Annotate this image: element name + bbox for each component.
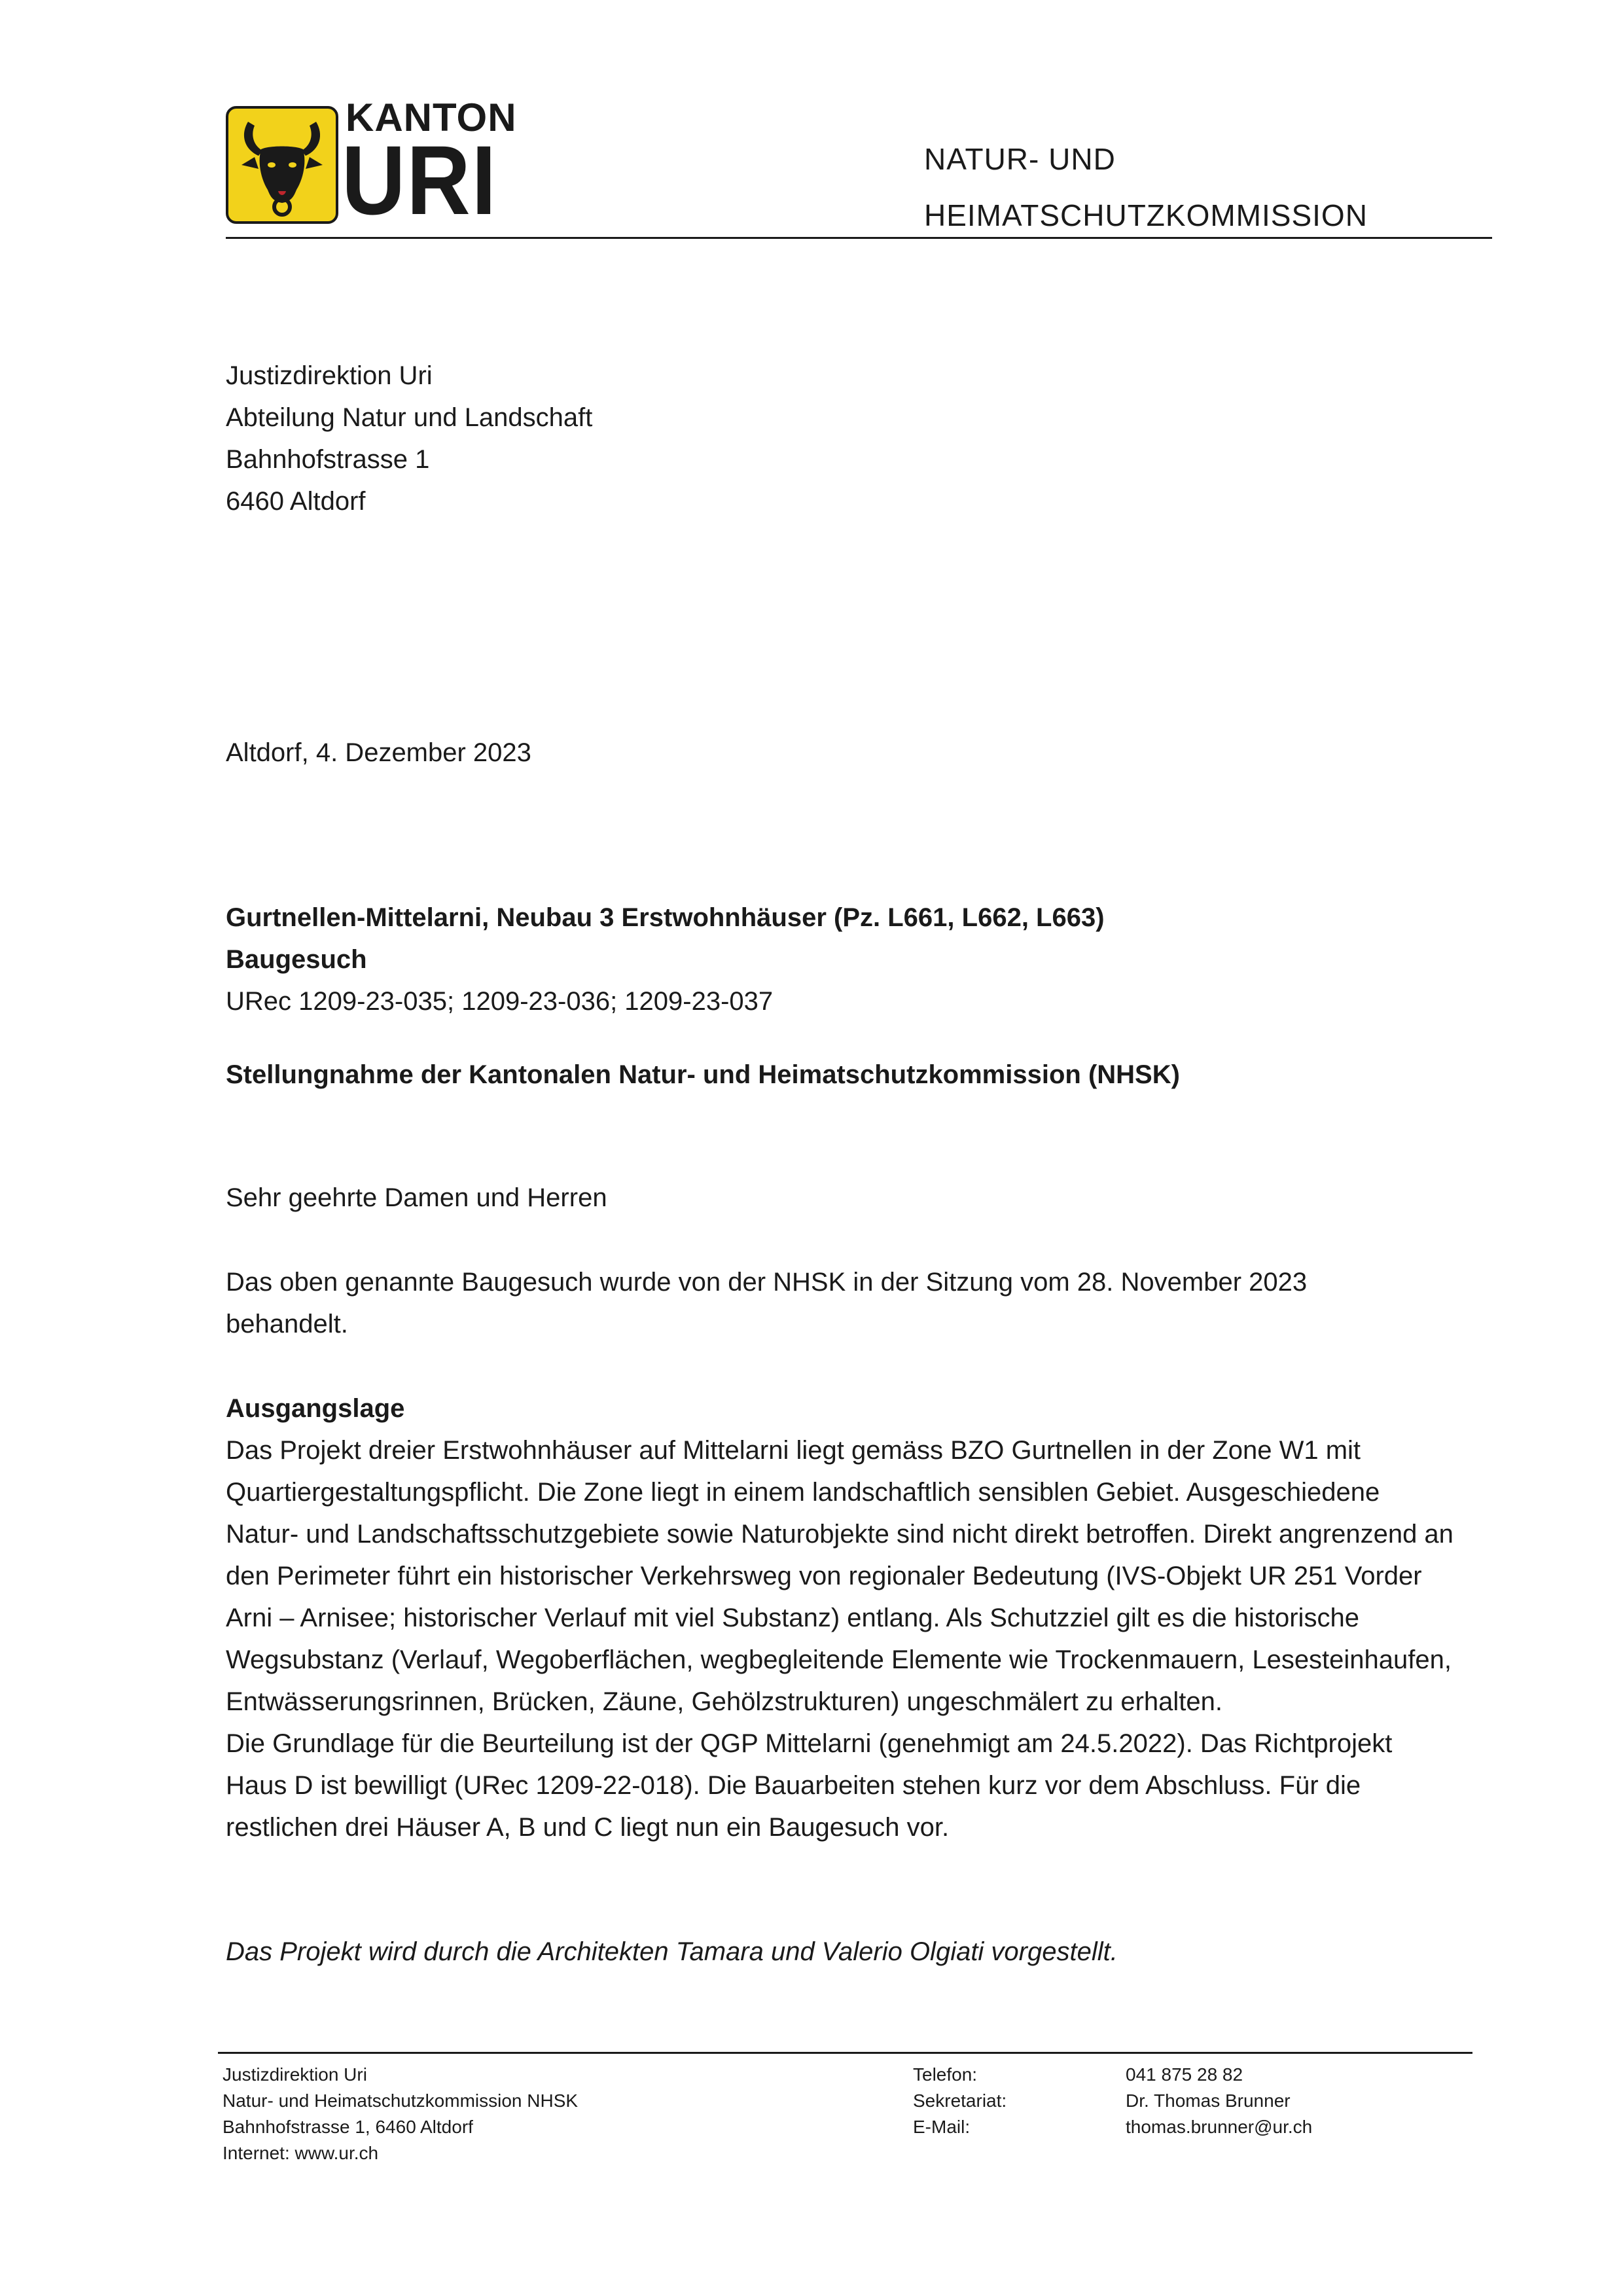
footer-phone-label: Telefon:	[913, 2064, 978, 2085]
statement-heading: Stellungnahme der Kantonalen Natur- und Heimatschutzkommission (NHSK)	[226, 1060, 1180, 1089]
section-paragraph: Das Projekt dreier Erstwohnhäuser auf Mittelarni liegt gemäss BZO Gurtnellen in der Zone W1 mit Quartiergestaltungspflicht. Die Zone liegt in einem landschaftlich sensiblen Gebiet. Ausgeschiedene Natur- und Landschaftsschutzgebiete sowie Naturobjekte sind nicht direkt betroffen. Direkt angrenzend an den Perimeter führt ein historischer Verkehrsweg von regionaler Bedeutung (IVS-Objekt UR 251 Vorder Arni – Arnisee; historischer Verlauf mit viel Substanz) entlang. Als Schutzziel gilt es die historische Wegsubstanz (Verlauf, Wegoberflächen, wegbegleitende Elemente wie Trockenmauern, Lesesteinhaufen, Entwässerungsrinnen, Brücken, Zäune, Gehölzstrukturen) ungeschmälert zu erhalten.	[226, 1436, 1454, 1716]
section-ausgangslage	[226, 1388, 1456, 1848]
footer-contact-values	[1126, 2062, 1312, 2140]
footer-email[interactable]: thomas.brunner@ur.ch	[1126, 2117, 1313, 2137]
commission-title-line2: HEIMATSCHUTZKOMMISSION	[924, 198, 1368, 232]
recipient-line: Abteilung Natur und Landschaft	[226, 403, 593, 432]
commission-title	[924, 131, 1368, 243]
section-paragraph: Die Grundlage für die Beurteilung ist der QGP Mittelarni (genehmigt am 24.5.2022). Das Richtprojekt Haus D ist bewilligt (URec 1209-22-018). Die Bauarbeiten stehen kurz vor dem Abschluss. Für die restlichen drei Häuser A, B und C liegt nun ein Baugesuch vor.	[226, 1729, 1393, 1842]
recipient-line: Justizdirektion Uri	[226, 361, 433, 390]
commission-title-line1: NATUR- UND	[924, 142, 1116, 176]
recipient-line: 6460 Altdorf	[226, 487, 366, 516]
intro-paragraph	[226, 1261, 1436, 1345]
footer-divider	[218, 2052, 1472, 2054]
footer-contact-labels	[913, 2062, 1007, 2140]
footer-address: Bahnhofstrasse 1, 6460 Altdorf	[223, 2117, 473, 2137]
intro-text: Das oben genannte Baugesuch wurde von der NHSK in der Sitzung vom 28. November 2023 behandelt.	[226, 1268, 1308, 1338]
recipient-address	[226, 355, 592, 522]
footer-email-label: E-Mail:	[913, 2117, 971, 2137]
footer-internet: Internet: www.ur.ch	[223, 2143, 379, 2163]
subject-reference: URec 1209-23-035; 1209-23-036; 1209-23-037	[226, 987, 774, 1016]
salutation: Sehr geehrte Damen und Herren	[226, 1183, 607, 1212]
footer-org-line: Natur- und Heimatschutzkommission NHSK	[223, 2090, 579, 2111]
footer-phone: 041 875 28 82	[1126, 2064, 1243, 2085]
footer-organisation	[223, 2062, 578, 2166]
uri-bull-icon	[228, 109, 336, 221]
section-heading: Ausgangslage	[226, 1394, 405, 1423]
place-date: Altdorf, 4. Dezember 2023	[226, 738, 531, 767]
subject-block	[226, 897, 1105, 1022]
footer-org-line: Justizdirektion Uri	[223, 2064, 367, 2085]
subject-type: Baugesuch	[226, 945, 367, 974]
logo-kanton-text: KANTON	[346, 96, 517, 139]
recipient-line: Bahnhofstrasse 1	[226, 445, 430, 474]
footer-secretary-label: Sekretariat:	[913, 2090, 1007, 2111]
logo-uri-text: URI	[342, 125, 497, 235]
footer-secretary: Dr. Thomas Brunner	[1126, 2090, 1291, 2111]
header-divider	[226, 237, 1492, 239]
subject-title: Gurtnellen-Mittelarni, Neubau 3 Erstwohnhäuser (Pz. L661, L662, L663)	[226, 903, 1105, 932]
canton-uri-logo	[226, 106, 338, 224]
closing-note: Das Projekt wird durch die Architekten Tamara und Valerio Olgiati vorgestellt.	[226, 1937, 1118, 1966]
